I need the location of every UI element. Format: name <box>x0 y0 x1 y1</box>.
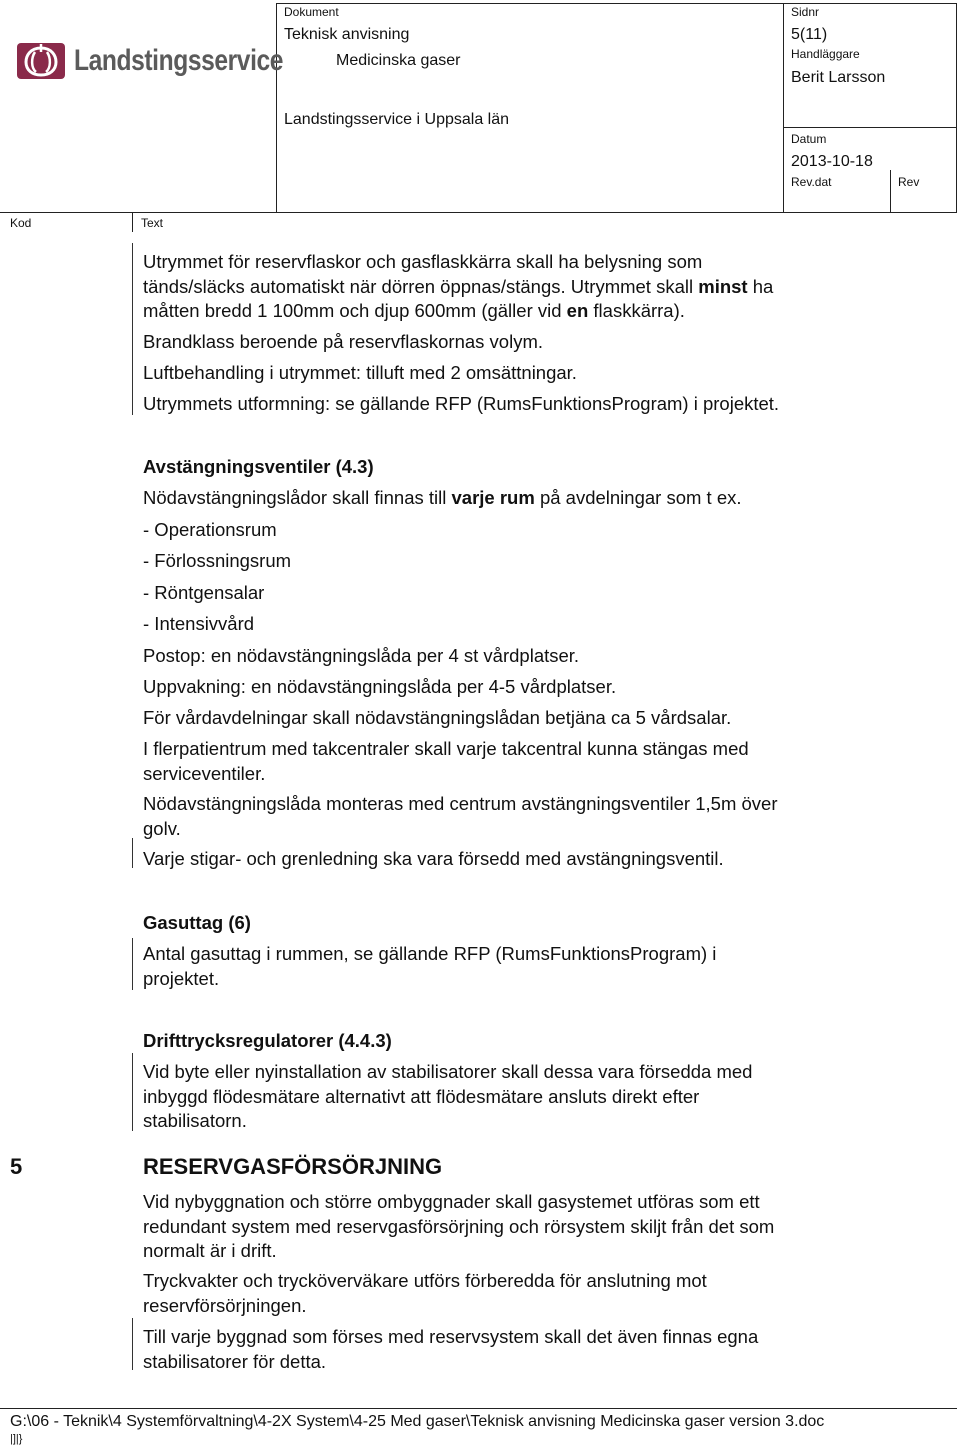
sidnr-label: Sidnr <box>791 5 820 19</box>
revision-bar <box>132 243 133 415</box>
text-line: måtten bredd 1 100mm och djup 600mm (gäller vid en flaskkärra). <box>143 300 685 321</box>
header-divider-left <box>276 3 277 212</box>
organisation: Landstingsservice i Uppsala län <box>284 111 510 128</box>
text-line: projektet. <box>143 967 220 989</box>
dokument-title: Teknisk anvisning <box>284 26 410 43</box>
header-datum-line <box>783 127 957 128</box>
postop-text: Postop: en nödavstängningslåda per 4 st vårdplatser. <box>143 645 580 666</box>
luftbehandling-text: Luftbehandling i utrymmet: tilluft med 2 omsättningar. <box>143 362 577 383</box>
list-item: - Röntgensalar <box>143 582 265 603</box>
drifttrycksregulatorer-heading: Drifttrycksregulatorer (4.4.3) <box>143 1030 392 1051</box>
text-line: redundant system med reservgasförsörjning och rörsystem skiljt från det som <box>143 1215 775 1237</box>
text-line: golv. <box>143 817 181 839</box>
list-item: - Operationsrum <box>143 519 277 540</box>
revision-bar <box>132 1053 133 1131</box>
revision-bar <box>132 938 133 990</box>
kod-label: Kod <box>10 216 32 230</box>
revdat-label: Rev.dat <box>791 175 832 189</box>
gasuttag-paragraph <box>143 942 903 991</box>
text-line: normalt är i drift. <box>143 1240 277 1261</box>
text-line: Vid nybyggnation och större ombyggnader skall gasystemet utföras som ett <box>143 1191 760 1212</box>
header-bottom-border <box>0 212 957 213</box>
vardavdelningar-text: För vårdavdelningar skall nödavstängningslådan betjäna ca 5 vårdsalar. <box>143 707 732 728</box>
text-line: I flerpatientrum med takcentraler skall varje takcentral kunna stängas med <box>143 738 749 759</box>
bold-text: en <box>566 300 589 321</box>
revision-bar <box>132 838 133 868</box>
header-rev-divider <box>890 170 891 212</box>
datum-value: 2013-10-18 <box>791 153 873 170</box>
dokument-label: Dokument <box>284 5 339 19</box>
monteras-paragraph <box>143 792 903 841</box>
tryckvakter-paragraph <box>143 1269 903 1318</box>
footer-file-path: G:\06 - Teknik\4 Systemförvaltning\4-2X System\4-25 Med gaser\Teknisk anvisning Medicinska gaser version 3.doc <box>10 1413 825 1430</box>
header-top-border <box>276 3 957 4</box>
text-line: Utrymmet för reservflaskor och gasflaskkärra skall ha belysning som <box>143 251 703 272</box>
text-line: Antal gasuttag i rummen, se gällande RFP (RumsFunktionsProgram) i <box>143 943 717 964</box>
handlaggare-label: Handläggare <box>791 47 860 61</box>
rev-label: Rev <box>898 175 920 189</box>
text-line: serviceventiler. <box>143 762 266 784</box>
avstangningsventiler-heading: Avstängningsventiler (4.3) <box>143 456 374 477</box>
logo-wordmark: Landstingsservice <box>74 44 284 77</box>
utformning-text: Utrymmets utformning: se gällande RFP (RumsFunktionsProgram) i projektet. <box>143 393 780 414</box>
drift-paragraph <box>143 1060 903 1134</box>
handlaggare-value: Berit Larsson <box>791 69 886 86</box>
list-item: - Intensivvård <box>143 613 255 634</box>
brandklass-text: Brandklass beroende på reservflaskornas volym. <box>143 331 543 352</box>
text-line: stabilisatorer för detta. <box>143 1350 327 1372</box>
header-divider-right <box>783 3 784 212</box>
gasuttag-heading: Gasuttag (6) <box>143 912 251 933</box>
reservgas-paragraph <box>143 1190 903 1264</box>
text-line: Nödavstängningslåda monteras med centrum avstängningsventiler 1,5m över <box>143 793 778 814</box>
revision-bar <box>132 1318 133 1370</box>
text-line: inbyggd flödesmätare alternativt att flödesmätare ansluts direkt efter <box>143 1085 700 1107</box>
text-line: stabilisatorn. <box>143 1110 247 1131</box>
bold-text: varje rum <box>451 487 535 508</box>
kod-text-divider <box>132 212 133 232</box>
section-number: 5 <box>10 1154 23 1179</box>
bold-text: minst <box>698 275 748 297</box>
uppvakning-text: Uppvakning: en nödavstängningslåda per 4-5 vårdplatser. <box>143 676 617 697</box>
text-line: Tryckvakter och trycköverväkare utförs förberedda för anslutning mot <box>143 1270 707 1291</box>
stigar-text: Varje stigar- och grenledning ska vara försedd med avstängningsventil. <box>143 848 724 869</box>
section-title: RESERVGASFÖRSÖRJNING <box>143 1154 443 1179</box>
landstingsservice-logo <box>16 38 329 84</box>
sidnr-value: 5(11) <box>791 26 828 43</box>
text-line: tänds/släcks automatiskt när dörren öppnas/stängs. Utrymmet skall minst ha <box>143 275 774 297</box>
logo-emblem-icon <box>16 38 66 84</box>
byggnad-paragraph <box>143 1325 903 1374</box>
reservflaskor-paragraph <box>143 250 903 324</box>
footer-code: |]|} <box>10 1433 23 1445</box>
text-line: Till varje byggnad som förses med reservsystem skall det även finnas egna <box>143 1326 759 1347</box>
list-item: - Förlossningsrum <box>143 550 292 571</box>
header-right-border <box>956 3 957 212</box>
text-label: Text <box>141 216 164 230</box>
datum-label: Datum <box>791 132 827 146</box>
flerpatientrum-paragraph <box>143 737 903 786</box>
text-line: reservförsörjningen. <box>143 1294 307 1316</box>
footer-border <box>0 1408 957 1409</box>
nodavstangning-text: Nödavstängningslådor skall finnas till varje rum på avdelningar som t ex. <box>143 487 742 508</box>
text-line: Vid byte eller nyinstallation av stabilisatorer skall dessa vara försedda med <box>143 1061 753 1082</box>
dokument-subtitle: Medicinska gaser <box>336 52 461 69</box>
